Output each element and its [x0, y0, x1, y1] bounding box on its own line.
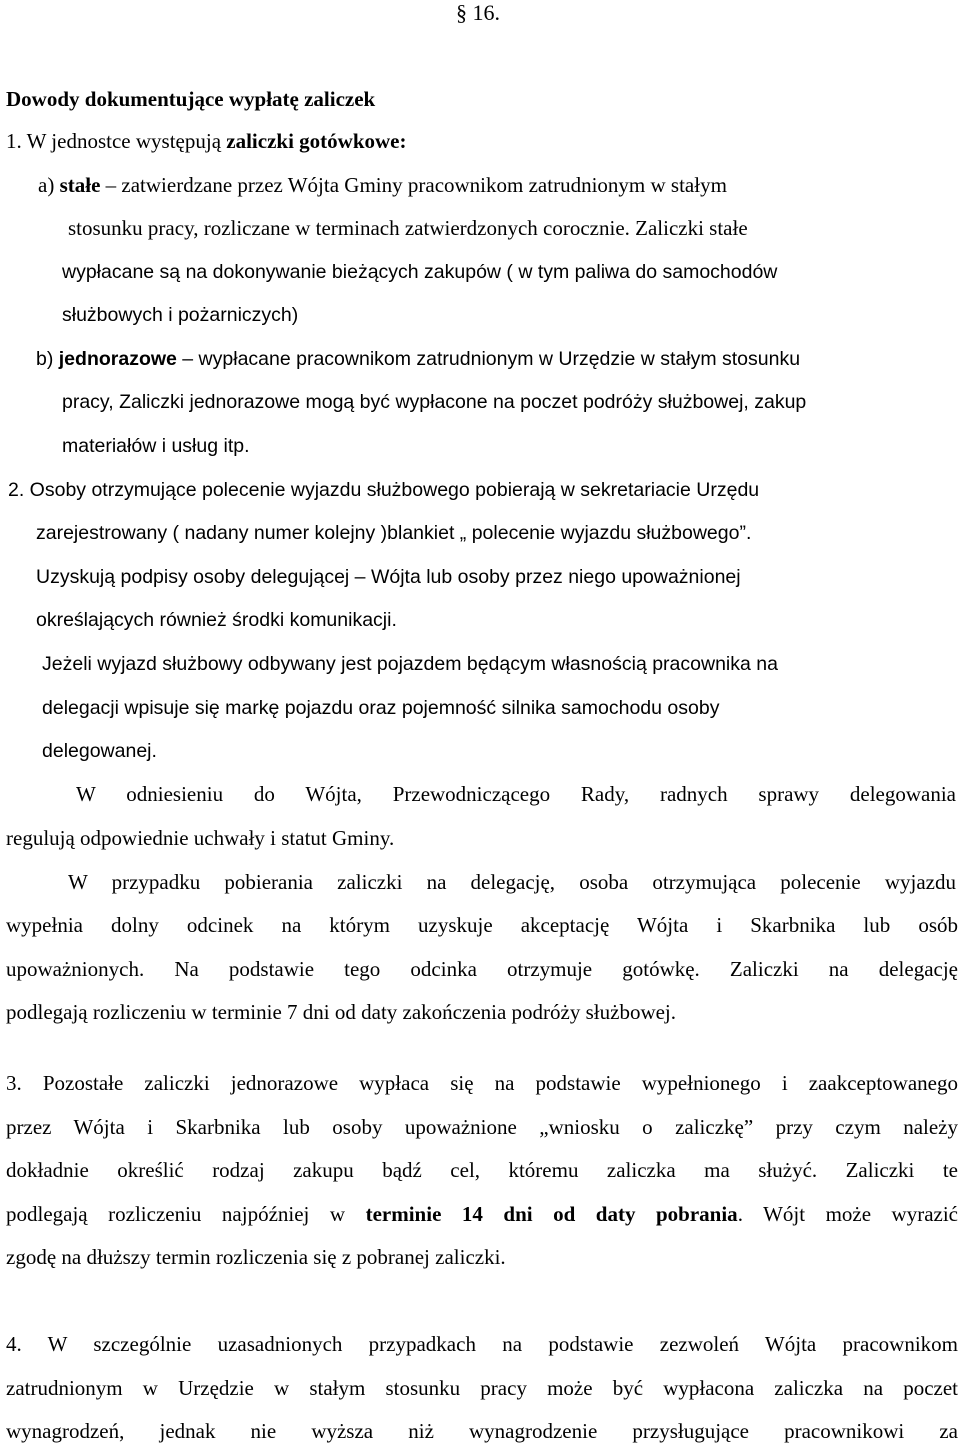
item-1a-rest: – zatwierdzane przez Wójta Gminy pracownikom zatrudnionym w stałym	[100, 173, 727, 197]
item-1a-line-3	[62, 259, 777, 285]
item-2-para-3-line-3-text: upoważnionych. Na podstawie tego odcinka otrzymuje gotówkę. Zaliczki na delegację	[6, 957, 958, 981]
item-2-line-7	[42, 738, 157, 764]
item-3-line-1	[6, 1070, 958, 1096]
item-1b-line-2	[62, 389, 806, 415]
item-1-intro-bold: zaliczki gotówkowe:	[226, 129, 407, 153]
item-4-line-1	[6, 1331, 958, 1357]
item-2-line-5	[42, 651, 778, 677]
item-1b-bold: jednorazowe	[58, 348, 177, 370]
item-4-line-2	[6, 1375, 958, 1401]
item-3-line-4	[6, 1201, 958, 1227]
item-3-line-1-text: 3. Pozostałe zaliczki jednorazowe wypłaca się na podstawie wypełnionego i zaakceptowanego	[6, 1071, 958, 1095]
item-1b-rest: – wypłacane pracownikom zatrudnionym w Urzędzie w stałym stosunku	[176, 348, 801, 370]
item-2-line-6	[42, 695, 719, 721]
item-2-line-7-text: delegowanej.	[42, 740, 157, 762]
item-4-line-2-text: zatrudnionym w Urzędzie w stałym stosunku pracy może być wypłacona zaliczka na poczet	[6, 1376, 958, 1400]
item-4-line-3	[6, 1418, 958, 1444]
item-1-intro	[6, 128, 406, 154]
section-number: § 16.	[456, 0, 500, 25]
item-1b-line-3	[62, 433, 250, 459]
item-2-para-3-line-3	[6, 956, 958, 982]
item-2-para-2-line-1	[76, 781, 956, 807]
item-1a-line-3-text: wypłacane są na dokonywanie bieżących zakupów ( w tym paliwa do samochodów	[62, 261, 778, 283]
item-1a-line-2	[68, 215, 748, 241]
item-2-line-1-text: 2. Osoby otrzymujące polecenie wyjazdu służbowego pobierają w sekretariacie Urzędu	[8, 479, 760, 501]
item-2-para-2-line-2	[6, 825, 394, 851]
item-3-line-4-bold: terminie 14 dni od daty pobrania	[365, 1202, 738, 1226]
item-2-line-2-text: zarejestrowany ( nadany numer kolejny )blankiet „ polecenie wyjazdu służbowego”.	[36, 522, 752, 544]
item-1b-line-2-text: pracy, Zaliczki jednorazowe mogą być wypłacone na poczet podróży służbowej, zakup	[62, 391, 807, 413]
item-1-intro-text: 1. W jednostce występują	[6, 129, 227, 153]
item-2-line-4	[36, 607, 397, 633]
item-1b-line-3-text: materiałów i usług itp.	[62, 435, 250, 457]
item-2-line-3	[36, 564, 741, 590]
item-3-line-2	[6, 1114, 958, 1140]
item-2-line-3-text: Uzyskują podpisy osoby delegującej – Wójta lub osoby przez niego upoważnionej	[36, 566, 741, 588]
item-2-para-3-line-2	[6, 912, 958, 938]
item-1b-line-1	[36, 346, 800, 372]
item-2-para-3-line-2-text: wypełnia dolny odcinek na którym uzyskuje akceptację Wójta i Skarbnika lub osób	[6, 913, 958, 937]
item-2-line-4-text: określających również środki komunikacji.	[36, 609, 397, 631]
item-2-para-3-line-1	[68, 869, 956, 895]
item-1b-prefix: b)	[36, 348, 59, 370]
item-3-line-5-text: zgodę na dłuższy termin rozliczenia się z pobranej zaliczki.	[6, 1245, 506, 1269]
item-1a-bold: stałe	[59, 173, 101, 197]
section-heading-text: Dowody dokumentujące wypłatę zaliczek	[6, 87, 376, 111]
item-1a-line-1	[38, 172, 727, 198]
item-2-line-6-text: delegacji wpisuje się markę pojazdu oraz pojemność silnika samochodu osoby	[42, 697, 720, 719]
item-2-para-2-line-2-text: regulują odpowiednie uchwały i statut Gminy.	[6, 826, 395, 850]
item-2-line-5-text: Jeżeli wyjazd służbowy odbywany jest pojazdem będącym własnością pracownika na	[42, 653, 778, 675]
section-heading	[6, 86, 375, 112]
item-2-para-3-line-4	[6, 999, 676, 1025]
item-4-line-3-text: wynagrodzeń, jednak nie wyższa niż wynagrodzenie przysługujące pracownikowi za	[6, 1419, 958, 1443]
item-1a-line-4	[62, 302, 298, 328]
item-3-line-4-post: . Wójt może wyrazić	[737, 1202, 959, 1226]
item-3-line-5	[6, 1244, 506, 1270]
item-3-line-2-text: przez Wójta i Skarbnika lub osoby upoważnione „wniosku o zaliczkę” przy czym należy	[6, 1115, 958, 1139]
item-3-line-3-text: dokładnie określić rodzaj zakupu bądź cel, któremu zaliczka ma służyć. Zaliczki te	[6, 1158, 958, 1182]
item-3-line-3	[6, 1157, 958, 1183]
item-2-para-2-line-1-text: W odniesieniu do Wójta, Przewodniczącego Rady, radnych sprawy delegowania	[76, 782, 956, 806]
item-4-line-1-text: 4. W szczególnie uzasadnionych przypadkach na podstawie zezwoleń Wójta pracownikom	[6, 1332, 958, 1356]
item-1a-line-4-text: służbowych i pożarniczych)	[62, 304, 299, 326]
item-2-para-3-line-1-text: W przypadku pobierania zaliczki na delegację, osoba otrzymująca polecenie wyjazdu	[68, 870, 956, 894]
item-1a-prefix: a)	[38, 173, 60, 197]
item-1a-line-2-text: stosunku pracy, rozliczane w terminach zatwierdzonych corocznie. Zaliczki stałe	[68, 216, 748, 240]
item-2-para-3-line-4-text: podlegają rozliczeniu w terminie 7 dni od daty zakończenia podróży służbowej.	[6, 1000, 677, 1024]
item-2-line-2	[36, 520, 751, 546]
item-2-line-1	[8, 477, 759, 503]
item-3-line-4-pre: podlegają rozliczeniu najpóźniej w	[6, 1202, 366, 1226]
